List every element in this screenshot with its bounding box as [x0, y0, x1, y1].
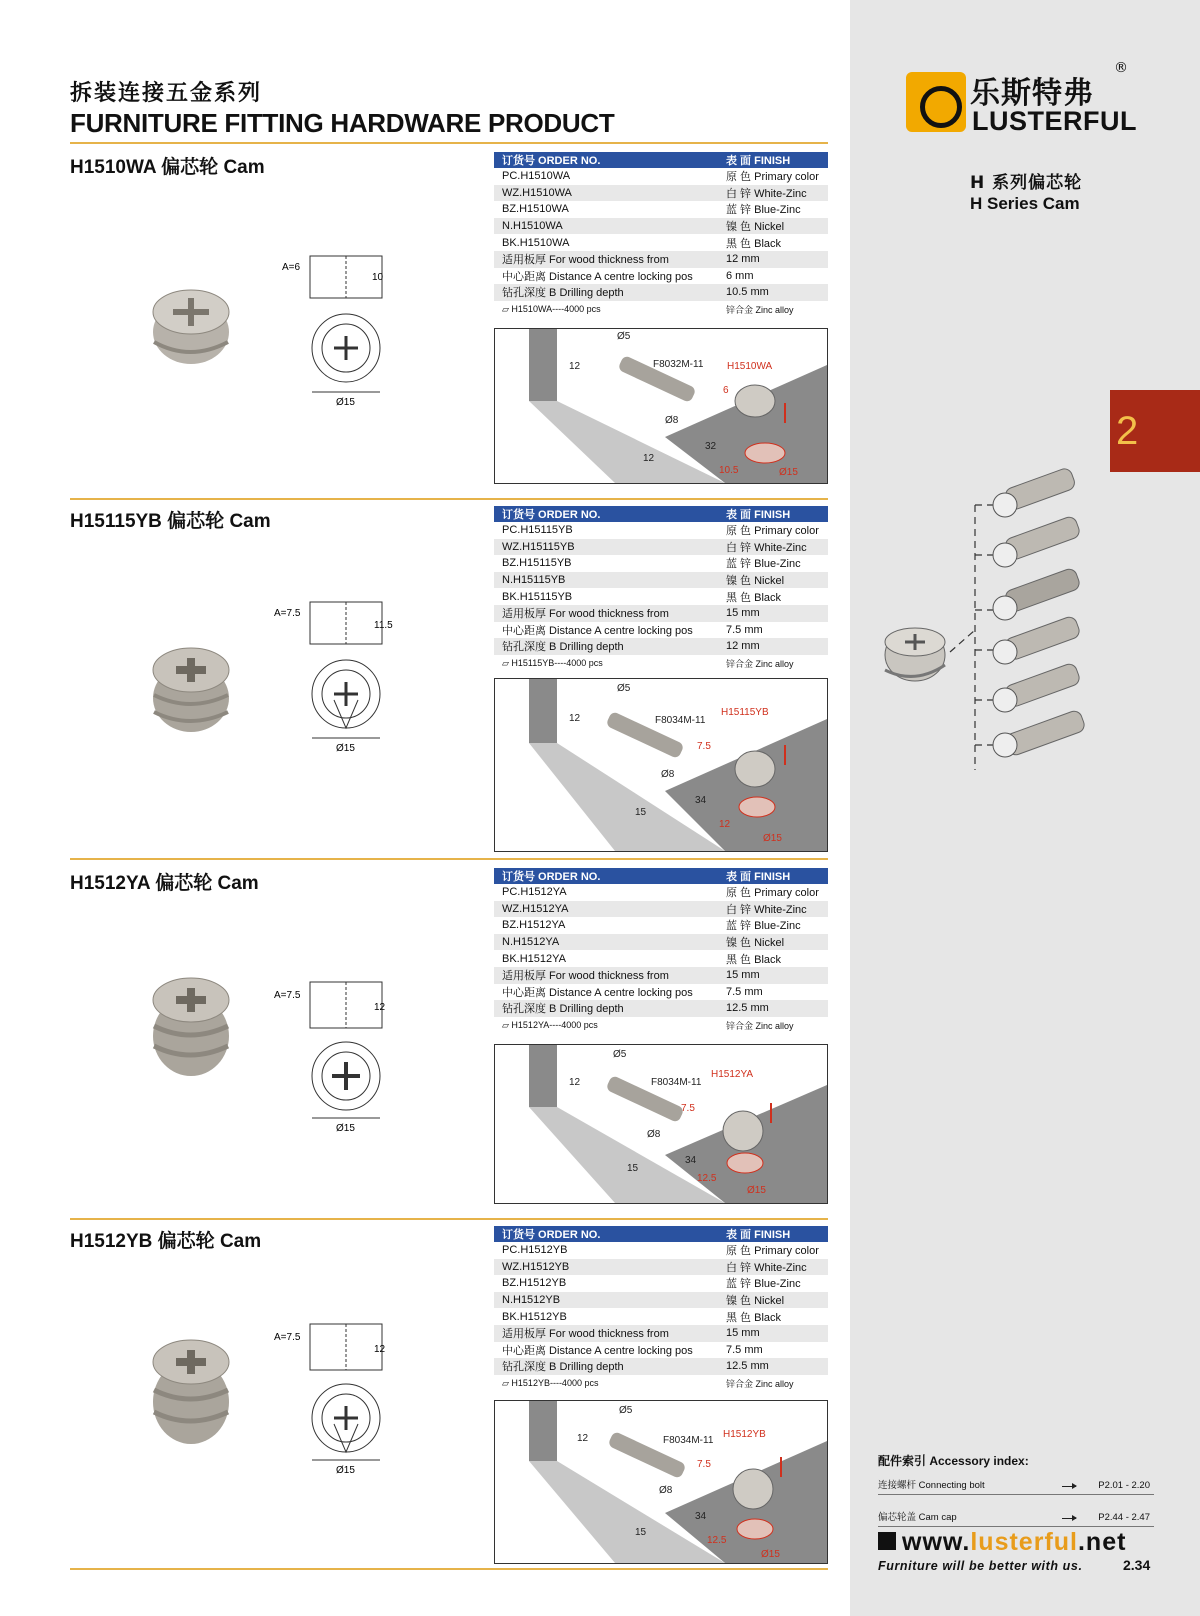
table-row: BZ.H1512YA 蓝 锌 Blue-Zinc — [502, 919, 801, 933]
board-thickness-label: 15 — [627, 1163, 639, 1174]
drilling-depth-label: 10.5 — [719, 465, 739, 476]
table-row: PC.H1512YA 原 色 Primary color — [502, 886, 819, 900]
page-title-en: FURNITURE FITTING HARDWARE PRODUCT — [70, 108, 615, 138]
product-title: H1512YA 偏芯轮 Cam — [70, 873, 259, 894]
technical-drawing — [274, 976, 424, 1136]
table-row: N.H1512YB 镍 色 Nickel — [494, 1292, 828, 1309]
product-title: H1510WA 偏芯轮 Cam — [70, 157, 265, 178]
dim-d-label: Ø15 — [336, 743, 355, 754]
table-row: BZ.H1512YB 蓝 锌 Blue-Zinc — [502, 1277, 801, 1291]
accessory-index-title: 配件索引 Accessory index: — [878, 1454, 1029, 1468]
distance-a-label: 7.5 — [681, 1103, 695, 1114]
dim-h-label: 10 — [372, 272, 384, 283]
bottom-divider — [70, 1568, 828, 1570]
box-icon: ▱ — [502, 657, 512, 668]
dim-a-label: A=7.5 — [274, 1332, 301, 1343]
technical-drawing — [274, 1318, 424, 1478]
table-row: BK.H15115YB 黑 色 Black — [502, 590, 782, 604]
website-link[interactable]: www.lusterful.net — [878, 1528, 1126, 1557]
drilling-depth-label: 12 — [719, 819, 731, 830]
finish-header: 表 面 FINISH — [726, 155, 791, 167]
logo-mark-icon — [906, 72, 966, 132]
technical-drawing — [274, 248, 424, 408]
edge-distance-label: 34 — [695, 795, 707, 806]
section-divider — [70, 1218, 828, 1220]
box-icon: ▱ — [502, 1377, 512, 1388]
cam-part-label: H1510WA — [727, 361, 773, 372]
bolt-depth-label: 12 — [569, 1077, 581, 1088]
packing-row: ▱ H1510WA----4000 pcs 锌合金 Zinc alloy — [502, 303, 794, 315]
accessory-item — [878, 1473, 1154, 1495]
edge-distance-label: 32 — [705, 441, 717, 452]
accessory-item — [878, 1505, 1154, 1527]
cam-diameter-label: Ø15 — [779, 467, 798, 478]
dim-a-label: A=6 — [282, 262, 301, 273]
brand-logo — [906, 60, 1137, 138]
arrow-right-icon — [1062, 1518, 1076, 1519]
bolt-part-label: F8032M-11 — [653, 359, 704, 370]
title-divider — [70, 142, 828, 144]
product-title: H1512YB 偏芯轮 Cam — [70, 1231, 262, 1252]
table-row: 适用板厚 For wood thickness from 15 mm — [494, 1325, 828, 1342]
hole-diameter-label: Ø8 — [647, 1129, 661, 1140]
spec-table-header — [494, 152, 828, 168]
table-row: BK.H1512YB 黑 色 Black — [502, 1310, 782, 1324]
table-row: PC.H1510WA 原 色 Primary color — [502, 170, 819, 184]
drilling-depth-label: 12.5 — [707, 1535, 727, 1546]
product-title: H15115YB 偏芯轮 Cam — [70, 511, 271, 532]
table-row: 适用板厚 For wood thickness from 12 mm — [494, 251, 828, 268]
bolt-part-label: F8034M-11 — [655, 715, 706, 726]
table-row: 钻孔深度 B Drilling depth 12.5 mm — [494, 1000, 828, 1017]
technical-drawing — [274, 594, 424, 754]
cam-bolt-overview-illustration — [875, 430, 1125, 780]
spec-table — [494, 868, 828, 1033]
table-row: 适用板厚 For wood thickness from 15 mm — [494, 967, 828, 984]
table-row: 钻孔深度 B Drilling depth 10.5 mm — [494, 284, 828, 301]
table-row: PC.H15115YB 原 色 Primary color — [502, 524, 819, 538]
finish-header: 表 面 FINISH — [726, 871, 791, 883]
table-row: WZ.H15115YB 白 锌 White-Zinc — [494, 539, 828, 556]
page-title-cn: 拆装连接五金系列 — [70, 81, 263, 106]
bolt-depth-label: 12 — [569, 713, 581, 724]
product-photo — [148, 970, 234, 1080]
dim-h-label: 11.5 — [374, 620, 393, 631]
installation-illustration — [494, 678, 828, 852]
arrow-right-icon — [1062, 1486, 1076, 1487]
link-arrow-icon — [878, 1532, 896, 1550]
spec-table — [494, 506, 828, 671]
brand-name-cn: 乐斯特弗 — [970, 76, 1094, 111]
table-row: 中心距离 Distance A centre locking pos 6 mm — [502, 269, 754, 283]
right-sidebar — [850, 0, 1200, 1616]
accessory-item-ref: P2.01 - 2.20 — [1098, 1480, 1150, 1491]
packing-row: ▱ H1512YB----4000 pcs 锌合金 Zinc alloy — [502, 1377, 794, 1389]
series-title-en: H Series Cam — [970, 194, 1080, 213]
hole-diameter-label: Ø8 — [665, 415, 679, 426]
distance-a-label: 7.5 — [697, 1459, 711, 1470]
series-title-cn: H 系列偏芯轮 — [970, 173, 1083, 193]
hole-diameter-label: Ø8 — [661, 769, 675, 780]
table-row: N.H1510WA 镍 色 Nickel — [494, 218, 828, 235]
product-photo — [148, 640, 234, 736]
installation-illustration — [494, 1044, 828, 1204]
table-row: 适用板厚 For wood thickness from 15 mm — [494, 605, 828, 622]
bolt-part-label: F8034M-11 — [663, 1435, 714, 1446]
distance-a-label: 7.5 — [697, 741, 711, 752]
table-row: 中心距离 Distance A centre locking pos 7.5 mm — [502, 1343, 763, 1357]
table-row: BZ.H1510WA 蓝 锌 Blue-Zinc — [502, 203, 801, 217]
table-row: BZ.H15115YB 蓝 锌 Blue-Zinc — [502, 557, 801, 571]
dim-d-label: Ø15 — [336, 1465, 355, 1476]
order-no-header: 订货号 ORDER NO. — [502, 1229, 601, 1241]
spec-table-header — [494, 1226, 828, 1242]
table-row: 钻孔深度 B Drilling depth 12.5 mm — [494, 1358, 828, 1375]
edge-distance-label: 34 — [685, 1155, 697, 1166]
section-divider — [70, 858, 828, 860]
section-divider — [70, 498, 828, 500]
dim-a-label: A=7.5 — [274, 608, 301, 619]
spec-table — [494, 1226, 828, 1391]
bolt-diameter-label: Ø5 — [617, 683, 631, 694]
cam-part-label: H1512YB — [723, 1429, 766, 1440]
packing-row: ▱ H1512YA----4000 pcs 锌合金 Zinc alloy — [502, 1019, 794, 1031]
table-row: N.H1512YA 镍 色 Nickel — [494, 934, 828, 951]
cam-part-label: H15115YB — [721, 707, 769, 718]
order-no-header: 订货号 ORDER NO. — [502, 871, 601, 883]
finish-header: 表 面 FINISH — [726, 509, 791, 521]
table-row: BK.H1512YA 黑 色 Black — [502, 952, 782, 966]
slogan: Furniture will be better with us. — [878, 1559, 1083, 1573]
bolt-diameter-label: Ø5 — [613, 1049, 627, 1060]
dim-h-label: 12 — [374, 1002, 386, 1013]
spec-table — [494, 152, 828, 317]
table-row: WZ.H1512YA 白 锌 White-Zinc — [494, 901, 828, 918]
accessory-item-name: 连接螺杆 Connecting bolt — [878, 1480, 985, 1491]
packing-row: ▱ H15115YB----4000 pcs 锌合金 Zinc alloy — [502, 657, 794, 669]
hole-diameter-label: Ø8 — [659, 1485, 673, 1496]
installation-illustration — [494, 328, 828, 484]
cam-diameter-label: Ø15 — [761, 1549, 780, 1560]
board-thickness-label: 12 — [643, 453, 655, 464]
box-icon: ▱ — [502, 1019, 512, 1030]
accessory-index — [878, 1452, 1154, 1527]
spec-table-header — [494, 868, 828, 884]
table-row: BK.H1510WA 黑 色 Black — [502, 236, 782, 250]
accessory-item-ref: P2.44 - 2.47 — [1098, 1512, 1150, 1523]
table-row: N.H15115YB 镍 色 Nickel — [494, 572, 828, 589]
registered-mark: ® — [1114, 60, 1128, 76]
installation-illustration — [494, 1400, 828, 1564]
product-photo — [148, 280, 234, 370]
bolt-depth-label: 12 — [577, 1433, 589, 1444]
chapter-tab: 2 — [1110, 390, 1200, 472]
page-number: 2.34 — [1123, 1557, 1151, 1573]
bolt-depth-label: 12 — [569, 361, 581, 372]
dim-a-label: A=7.5 — [274, 990, 301, 1001]
drilling-depth-label: 12.5 — [697, 1173, 717, 1184]
table-row: 中心距离 Distance A centre locking pos 7.5 mm — [502, 623, 763, 637]
table-row: WZ.H1510WA 白 锌 White-Zinc — [494, 185, 828, 202]
dim-h-label: 12 — [374, 1344, 386, 1355]
bolt-diameter-label: Ø5 — [617, 331, 631, 342]
order-no-header: 订货号 ORDER NO. — [502, 155, 601, 167]
board-thickness-label: 15 — [635, 807, 647, 818]
cam-diameter-label: Ø15 — [763, 833, 782, 844]
distance-a-label: 6 — [723, 385, 729, 396]
table-row: 钻孔深度 B Drilling depth 12 mm — [494, 638, 828, 655]
box-icon: ▱ — [502, 303, 512, 314]
brand-name-en: LUSTERFUL — [972, 106, 1137, 136]
accessory-item-name: 偏芯轮盖 Cam cap — [878, 1512, 957, 1523]
bolt-part-label: F8034M-11 — [651, 1077, 702, 1088]
cam-part-label: H1512YA — [711, 1069, 754, 1080]
finish-header: 表 面 FINISH — [726, 1229, 791, 1241]
table-row: 中心距离 Distance A centre locking pos 7.5 mm — [502, 985, 763, 999]
bolt-diameter-label: Ø5 — [619, 1405, 633, 1416]
dim-d-label: Ø15 — [336, 1123, 355, 1134]
board-thickness-label: 15 — [635, 1527, 647, 1538]
dim-d-label: Ø15 — [336, 397, 355, 408]
product-photo — [148, 1332, 234, 1448]
edge-distance-label: 34 — [695, 1511, 707, 1522]
order-no-header: 订货号 ORDER NO. — [502, 509, 601, 521]
cam-diameter-label: Ø15 — [747, 1185, 766, 1196]
table-row: PC.H1512YB 原 色 Primary color — [502, 1244, 819, 1258]
spec-table-header — [494, 506, 828, 522]
table-row: WZ.H1512YB 白 锌 White-Zinc — [494, 1259, 828, 1276]
